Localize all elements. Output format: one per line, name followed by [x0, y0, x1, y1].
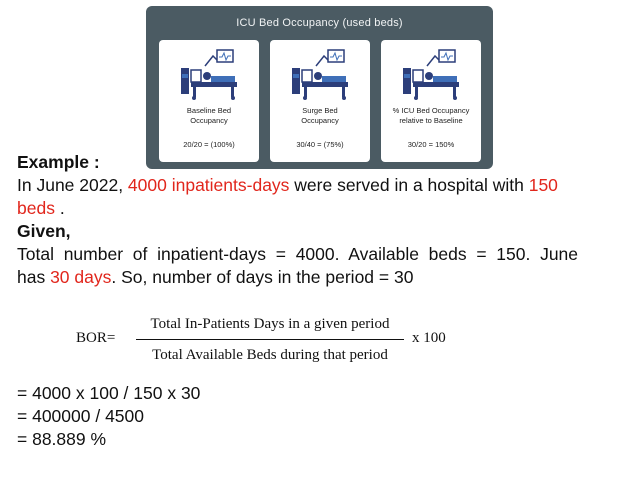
calculation-steps — [17, 382, 200, 451]
step-line: = 88.889 % — [17, 429, 107, 449]
highlight-beds: beds — [17, 198, 55, 218]
highlight-days: 30 days — [50, 267, 112, 287]
example-line-2 — [17, 197, 578, 220]
highlight-bed-count: 150 — [528, 175, 558, 195]
step-line: = 4000 x 100 / 150 x 30 — [17, 383, 201, 403]
text-span: has — [17, 267, 51, 287]
icu-bed-icon — [177, 46, 241, 102]
surge-card — [270, 40, 370, 162]
card-value: 20/20 = (100%) — [183, 140, 235, 149]
text-span: were served in a hospital with — [289, 175, 529, 195]
card-label: Surge Bed Occupancy — [301, 106, 339, 125]
card-label: Baseline Bed Occupancy — [186, 106, 232, 125]
formula-lhs: BOR= — [76, 330, 116, 346]
formula-denominator: Total Available Beds during that period — [152, 347, 388, 363]
card-value: 30/20 = 150% — [407, 140, 455, 149]
card-label: % ICU Bed Occupancy relative to Baseline — [392, 106, 470, 125]
icu-occupancy-panel — [146, 6, 493, 169]
example-heading: Example : — [17, 152, 100, 172]
formula-numerator: Total In-Patients Days in a given period — [150, 316, 390, 332]
card-value: 30/40 = (75%) — [296, 140, 344, 149]
bor-formula — [76, 316, 456, 372]
example-block — [17, 151, 578, 289]
relative-card — [381, 40, 481, 162]
text-span: In June 2022, — [17, 175, 128, 195]
step-line: = 400000 / 4500 — [17, 406, 144, 426]
text-span: . — [54, 198, 65, 218]
fraction-bar — [136, 339, 404, 340]
given-line-1: Total number of inpatient-days = 4000. Available beds = 150. June — [17, 244, 579, 264]
baseline-card — [159, 40, 259, 162]
icu-bed-icon — [399, 46, 463, 102]
text-span: . So, number of days in the period = 30 — [111, 267, 414, 287]
given-line-2 — [17, 266, 578, 289]
formula-multiplier: x 100 — [412, 330, 446, 346]
icu-bed-icon — [288, 46, 352, 102]
panel-title: ICU Bed Occupancy (used beds) — [236, 17, 403, 29]
example-line-1 — [17, 174, 578, 197]
given-heading: Given, — [17, 221, 71, 241]
highlight-inpatient-days: 4000 inpatients-days — [127, 175, 290, 195]
